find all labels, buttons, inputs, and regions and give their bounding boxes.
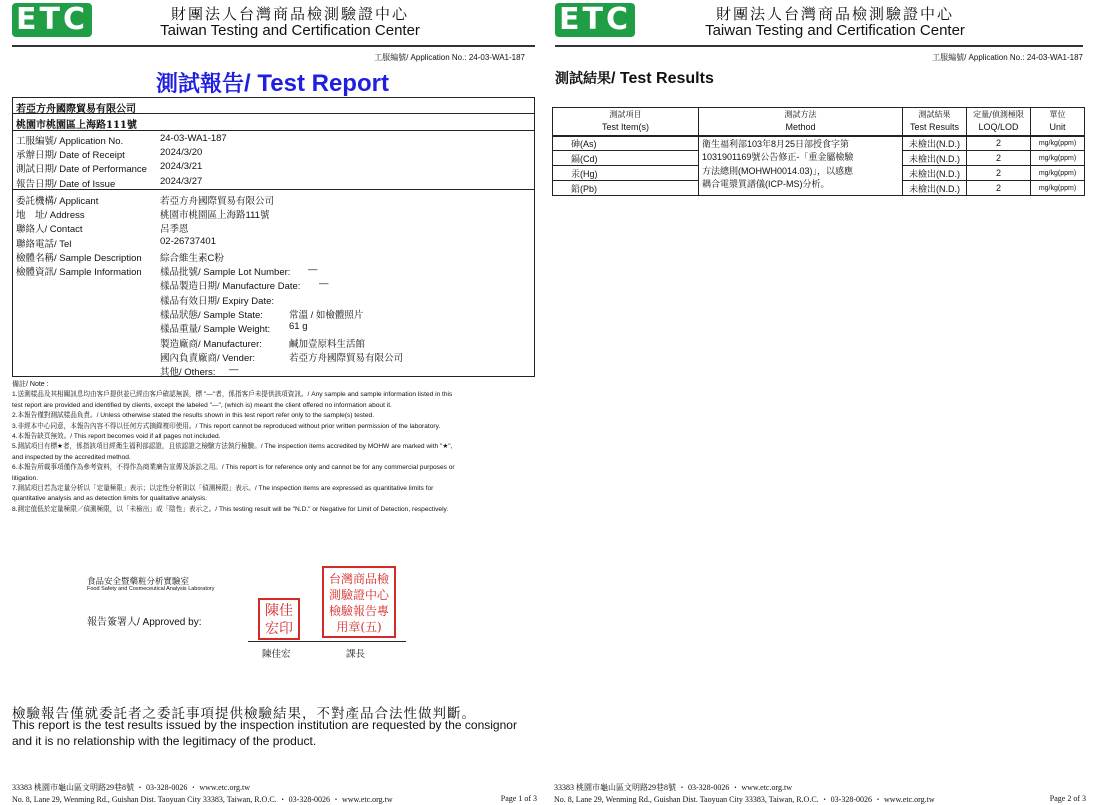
test-item: 砷(As): [553, 136, 699, 151]
application-number: [374, 52, 525, 63]
footer-address-en: No. 8, Lane 29, Wenming Rd., Guishan Dist. Taoyuan City 33383, Taiwan, R.O.C. ・ 03-328-0026 ・ www.etc.org.tw: [12, 795, 393, 804]
note-line: 7.測試項目若為定量分析以「定量極限」表示；以定性分析則以「偵測極限」表示。/ The inspection items are expressed as quantitative limits for: [12, 485, 434, 493]
info-label: 聯絡人/ Contact: [16, 224, 83, 236]
approved-by-label: 報告簽署人/ Approved by:: [87, 617, 202, 628]
note-line: quantitative analysis and as detection limits for qualitative analysis.: [12, 495, 207, 503]
etc-logo: ETC: [555, 3, 635, 37]
info-label: 工服編號/ Application No.: [16, 136, 124, 147]
footer-address-zh: 33383 桃園市龜山區文明路29巷8號 ・ 03-328-0026 ・ www.etc.org.tw: [12, 783, 250, 792]
note-line: test report are provided and identified by clients, except the labeled "—", (which is) meant the client offered no information about it.: [12, 401, 392, 409]
application-number-value: 24-03-WA1-187: [468, 53, 525, 62]
disclaimer-en-line-1: This report is the test results issued by the inspection institution are requested by the consignor: [12, 718, 517, 732]
disclaimer-zh: 檢驗報告僅就委託者之委託事項提供檢驗結果，不對產品合法性做判斷。: [12, 706, 476, 722]
report-info-box: [12, 97, 535, 377]
info-label: 聯絡電話/ Tel: [16, 238, 72, 250]
info-label: 其他/ Others:: [160, 367, 216, 379]
column-header-loq: 定量/偵測極限 LOQ/LOD: [967, 108, 1031, 136]
company-name-zh: 財團法人台灣商品檢測驗證中心: [715, 5, 954, 23]
notes-list: [12, 390, 535, 515]
results-header-row: [553, 108, 1085, 136]
test-item: 鉛(Pb): [553, 181, 699, 196]
signer-title: 課長: [346, 649, 366, 660]
company-name-zh: 財團法人台灣商品檢測驗證中心: [170, 5, 409, 23]
loq-value: 2: [967, 166, 1031, 181]
info-label: 檢體資訊/ Sample Information: [16, 267, 142, 278]
loq-value: 2: [967, 151, 1031, 166]
application-number: [932, 52, 1083, 63]
column-header-method: 測試方法 Method: [699, 108, 903, 136]
method-line: 方法總則(MOHWH0014.03)」，以感應: [702, 165, 854, 176]
report-title-en: / Test Report: [244, 70, 389, 97]
info-label: 樣品批號/ Sample Lot Number:: [160, 267, 291, 278]
footer-address-en: No. 8, Lane 29, Wenming Rd., Guishan Dist. Taoyuan City 33383, Taiwan, R.O.C. ・ 03-328-0026 ・ www.etc.org.tw: [554, 795, 935, 804]
info-value: 2024/3/20: [160, 147, 203, 159]
info-value: —: [308, 264, 318, 275]
info-label: 檢體名稱/ Sample Description: [16, 252, 142, 264]
application-number-label: 工服編號/ Application No.:: [932, 53, 1025, 62]
note-line: 3.非經本中心同意，本報告內容不得以任何方式摘錄複印使用。/ This report cannot be reproduced without prior written permission of the laboratory.: [12, 422, 441, 430]
unit-value: mg/kg(ppm): [1031, 181, 1085, 196]
notes-section: [12, 380, 535, 515]
method-line: 衛生福利部103年8月25日部授食字第: [702, 138, 850, 149]
info-label: 樣品有效日期/ Expiry Date:: [160, 295, 275, 307]
loq-value: 2: [967, 181, 1031, 196]
info-value: 桃園市桃園區上海路111號: [160, 210, 270, 222]
note-line: and inspected by the accredited method.: [12, 453, 131, 461]
method-line: 1031901169號公告修正-「重金屬檢驗: [702, 152, 854, 162]
company-name-en: Taiwan Testing and Certification Center: [160, 22, 420, 39]
info-value: 02-26737401: [160, 235, 216, 247]
report-page-2: [550, 0, 1100, 805]
info-label: 委託機構/ Applicant: [16, 196, 99, 207]
column-header-unit: 單位 Unit: [1031, 108, 1085, 136]
info-divider: [13, 189, 534, 190]
footer-address-zh: 33383 桃園市龜山區文明路29巷8號 ・ 03-328-0026 ・ www.etc.org.tw: [554, 783, 792, 792]
test-item: 汞(Hg): [553, 166, 699, 181]
client-address: 桃園市桃園區上海路111號: [16, 120, 137, 131]
note-line: litigation.: [12, 474, 39, 482]
note-line: 4.本報告缺頁無效。/ This report becomes void if all pages not included.: [12, 433, 221, 441]
etc-logo: ETC: [12, 3, 92, 37]
company-name-en: Taiwan Testing and Certification Center: [705, 22, 965, 39]
results-title-en: / Test Results: [611, 70, 714, 87]
method-line: 耦合電漿質譜儀(ICP-MS)分析。: [702, 179, 830, 189]
results-title-zh: 測試結果: [555, 71, 611, 87]
info-divider: [13, 113, 534, 114]
report-title: [0, 67, 545, 98]
header-divider: [12, 45, 535, 47]
info-label: 製造廠商/ Manufacturer:: [160, 338, 262, 350]
test-method: [699, 136, 903, 196]
info-value: 若亞方舟國際貿易有限公司: [289, 352, 404, 364]
info-label: 樣品重量/ Sample Weight:: [160, 324, 271, 336]
column-header-result: 測試結果 Test Results: [903, 108, 967, 136]
signer-seal: 陳佳宏印: [258, 598, 300, 640]
unit-value: mg/kg(ppm): [1031, 151, 1085, 166]
note-line: 1.送測樣品及其相關訊息均由客戶提供並已經由客戶確認無誤，標 "—"者，係指客戶未提供該項資訊。/ Any sample and sample information listed in this: [12, 391, 453, 399]
info-divider: [13, 130, 534, 131]
note-line: 8.測定值低於定量極限／偵測極限，以「未檢出」或「陰性」表示之。/ This testing result will be "N.D." or Negative for Limit of Detection, respectively.: [12, 505, 449, 513]
note-line: 6.本報告所載事項僅作為參考資料，不得作為商業廣告宣傳及訴訟之用。/ This report is for reference only and cannot be for any commercial purposes or: [12, 464, 455, 472]
page-number: Page 1 of 3: [500, 794, 537, 803]
info-value: 61 g: [289, 321, 308, 333]
report-title-zh: 測試報告: [156, 71, 245, 97]
info-label: 樣品狀態/ Sample State:: [160, 309, 263, 321]
table-row: [553, 136, 1085, 151]
info-value: 常溫 / 如檢體照片: [289, 309, 364, 321]
results-table: [552, 107, 1085, 196]
info-label: 報告日期/ Date of Issue: [16, 178, 116, 190]
test-result: 未檢出(N.D.): [903, 151, 967, 166]
test-item: 鎘(Cd): [553, 151, 699, 166]
info-value: 2024/3/27: [160, 175, 203, 187]
info-value: 綜合維生素C粉: [160, 252, 224, 264]
lab-name-zh: 食品安全暨藥粧分析實驗室: [87, 577, 190, 587]
info-label: 國內負責廠商/ Vender:: [160, 352, 256, 364]
info-value: 2024/3/21: [160, 161, 203, 173]
test-result: 未檢出(N.D.): [903, 136, 967, 151]
official-seal: 台灣商品檢測驗證中心檢驗報告專用章(五): [322, 566, 396, 638]
column-header-item: 測試項目 Test Item(s): [553, 108, 699, 136]
report-page-1: [0, 0, 545, 805]
unit-value: mg/kg(ppm): [1031, 136, 1085, 151]
lab-name-en: Food Safety and Cosmeceutical Analysis Laboratory: [87, 586, 215, 592]
disclaimer-en-line-2: and it is no relationship with the legitimacy of the product.: [12, 734, 317, 748]
page-number: Page 2 of 3: [1049, 794, 1086, 803]
results-title: [555, 68, 714, 88]
info-value: 鹹加壹原料生活館: [289, 338, 366, 350]
loq-value: 2: [967, 136, 1031, 151]
info-label: 樣品製造日期/ Manufacture Date:: [160, 281, 301, 293]
test-result: 未檢出(N.D.): [903, 166, 967, 181]
info-value: —: [229, 364, 239, 376]
note-line: 2.本報告僅對測試樣品負責。/ Unless otherwise stated the results shown in this test report refer only to the sample(s) tested.: [12, 412, 375, 420]
notes-title: 備註/ Note :: [12, 381, 49, 388]
client-name: 若亞方舟國際貿易有限公司: [16, 104, 136, 115]
info-value: 若亞方舟國際貿易有限公司: [160, 196, 275, 207]
signer-name: 陳佳宏: [262, 649, 291, 660]
note-line: 5.測試項目有標★者，係指該項目經衛生福利部認證，且依認證之檢驗方法執行檢驗。/ The inspection items accredited by MOHW are marked with "★",: [12, 443, 453, 451]
info-value: 呂季恩: [160, 224, 189, 236]
header-divider: [555, 45, 1083, 47]
application-number-label: 工服編號/ Application No.:: [374, 53, 467, 62]
info-label: 承辦日期/ Date of Receipt: [16, 150, 125, 162]
unit-value: mg/kg(ppm): [1031, 166, 1085, 181]
signature-line: [248, 641, 406, 642]
info-value: 24-03-WA1-187: [160, 133, 227, 144]
application-number-value: 24-03-WA1-187: [1026, 53, 1083, 62]
info-label: 測試日期/ Date of Performance: [16, 164, 147, 176]
test-result: 未檢出(N.D.): [903, 181, 967, 196]
info-label: 地 址/ Address: [16, 210, 85, 222]
info-value: —: [319, 278, 329, 290]
